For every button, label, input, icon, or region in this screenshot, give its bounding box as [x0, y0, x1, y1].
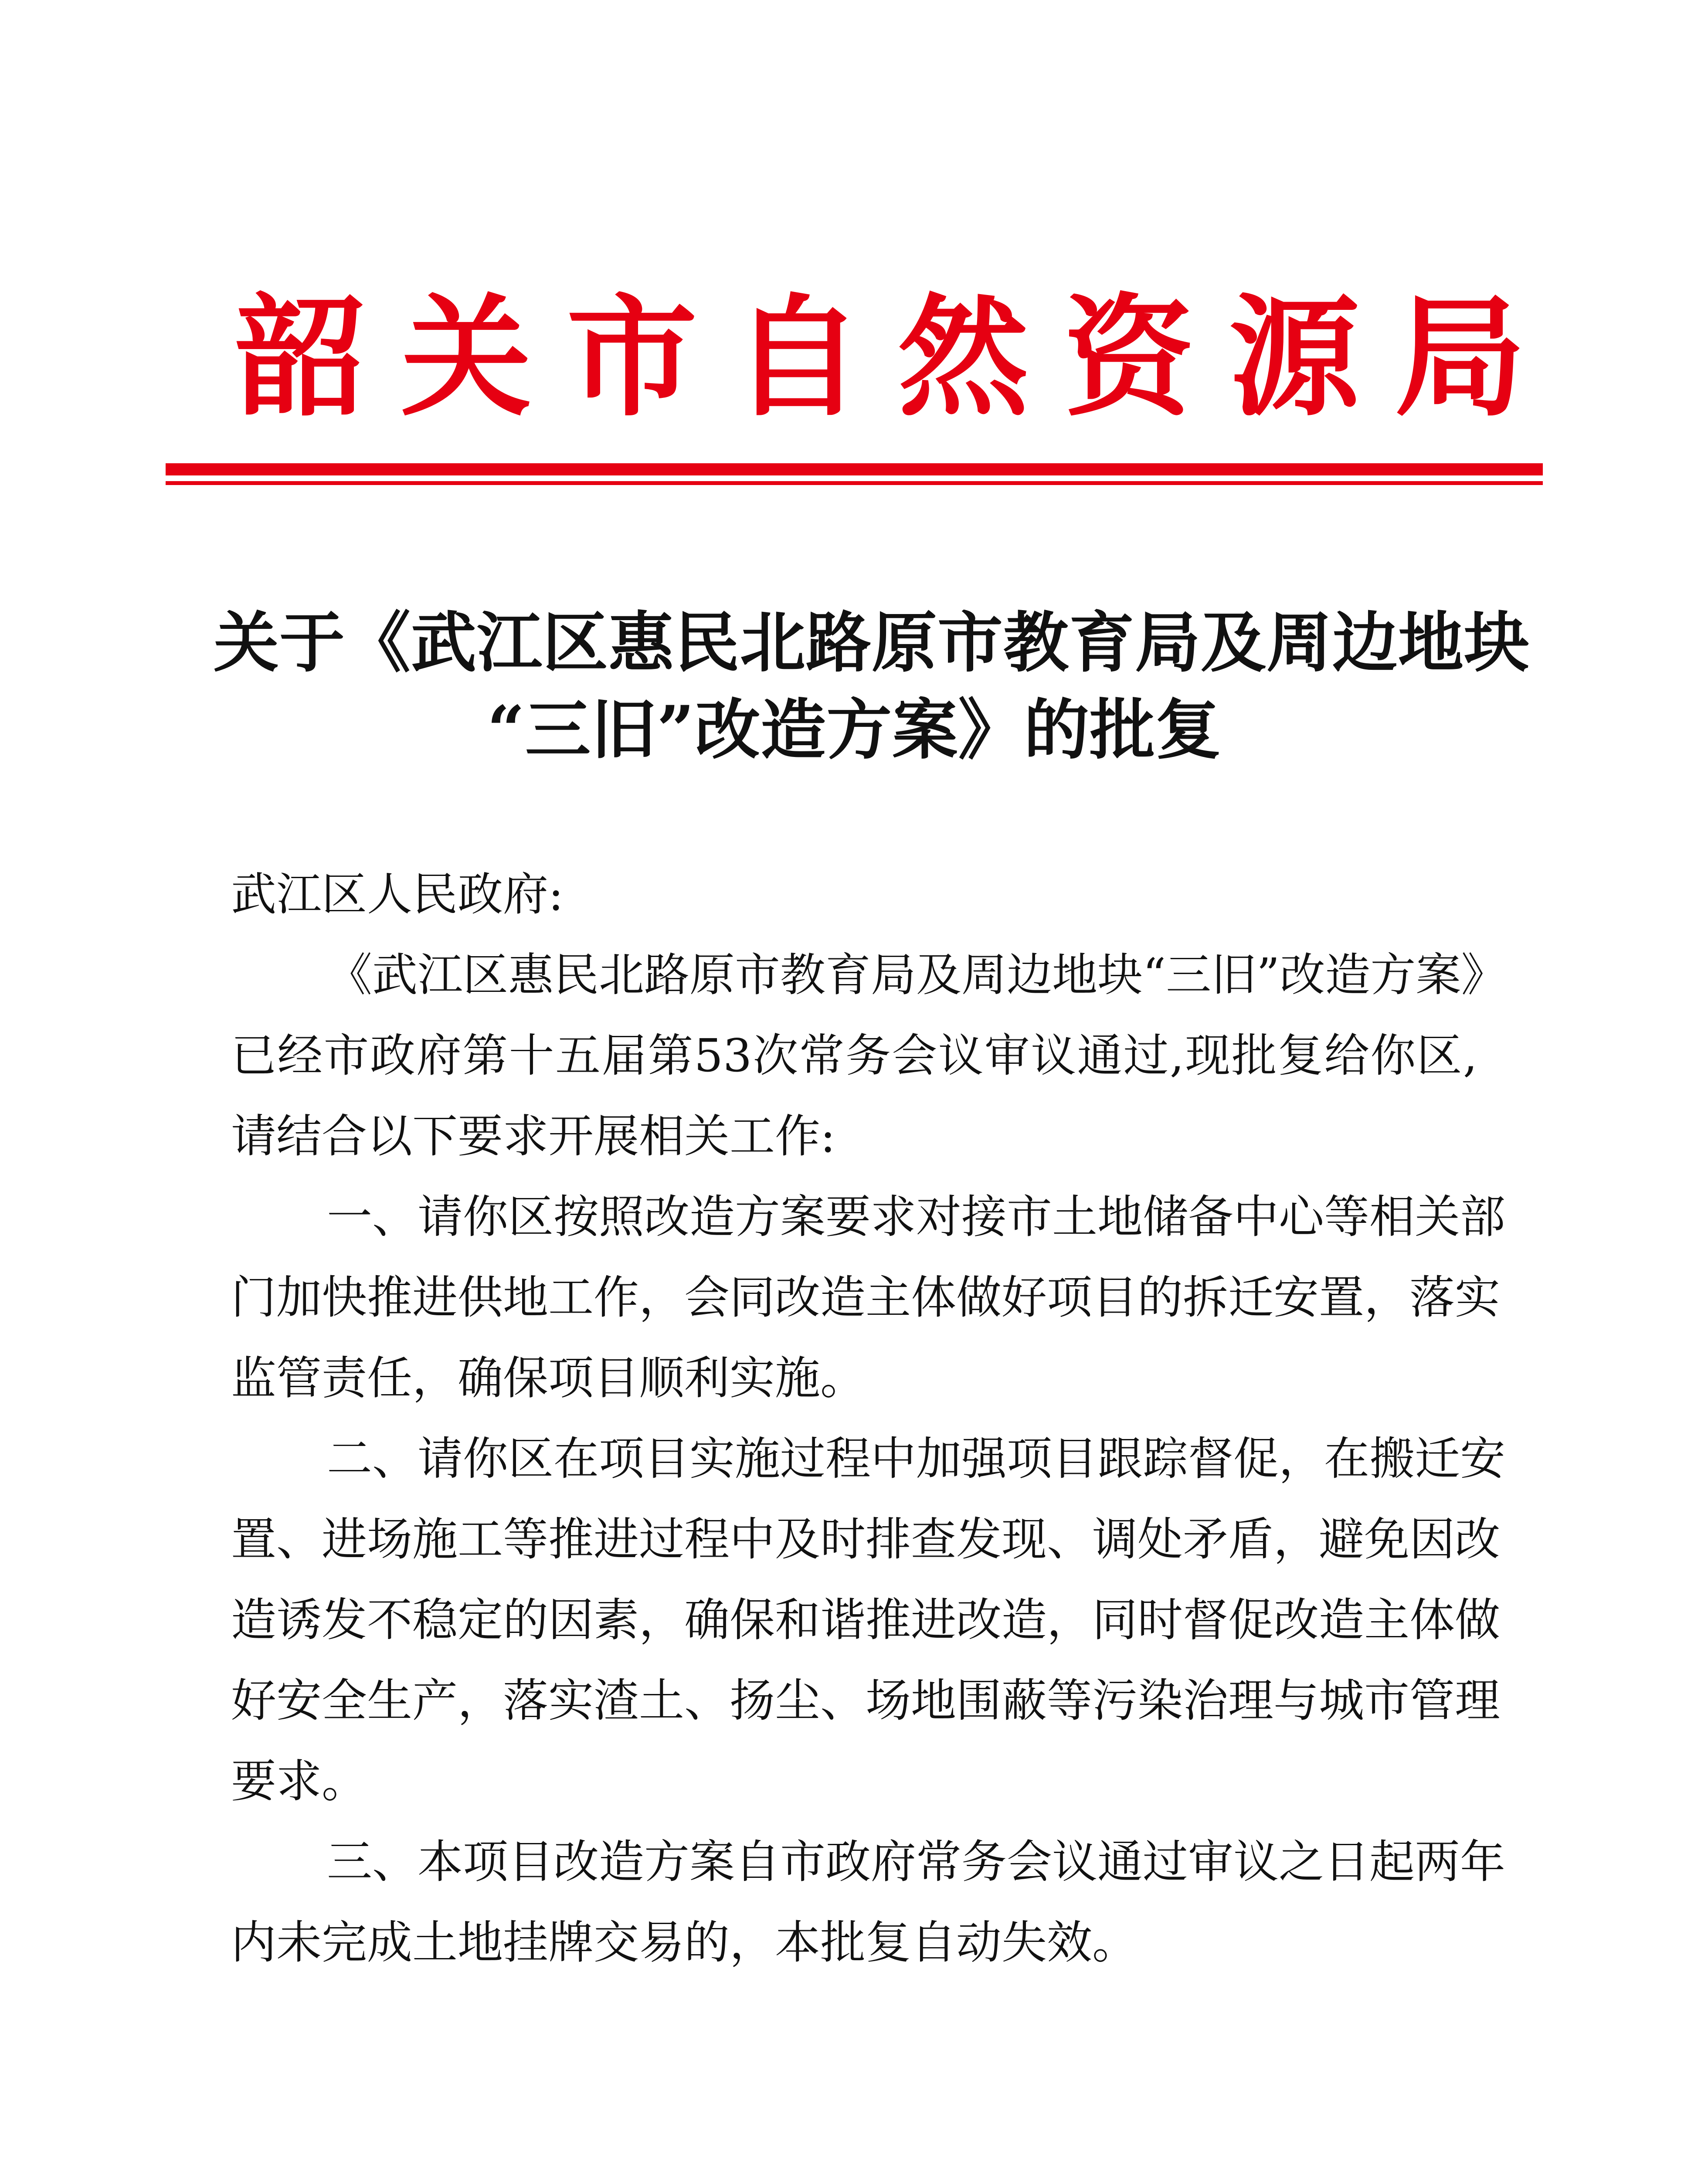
paragraph-1-line: 请结合以下要求开展相关工作:: [231, 1110, 836, 1163]
paragraph-2-line: 一、请你区按照改造方案要求对接市土地储备中心等相关部: [327, 1190, 1506, 1243]
letterhead-char: 自: [732, 280, 863, 434]
paragraph-3-line: 好安全生产，落实渣土、扬尘、场地围蔽等污染治理与城市管理: [231, 1674, 1501, 1727]
document-title-line-2: “三旧”改造方案》的批复: [487, 692, 1222, 768]
letterhead-char: 韶: [235, 280, 366, 434]
letterhead-char: 然: [898, 280, 1029, 434]
paragraph-1-line: 《武江区惠民北路原市教育局及周边地块“三旧”改造方案》: [327, 948, 1507, 1001]
letterhead-char: 源: [1229, 280, 1360, 434]
paragraph-4-line: 内未完成土地挂牌交易的，本批复自动失效。: [231, 1916, 1138, 1969]
paragraph-3-line: 二、请你区在项目实施过程中加强项目跟踪督促，在搬迁安: [327, 1432, 1506, 1485]
document-title-line-1: 关于《武江区惠民北路原市教育局及周边地块: [214, 604, 1530, 681]
header-rule-thick: [166, 463, 1543, 475]
paragraph-2-line: 监管责任，确保项目顺利实施。: [231, 1351, 866, 1405]
paragraph-3-line: 置、进场施工等推进过程中及时排查发现、调处矛盾，避免因改: [231, 1513, 1501, 1566]
addressee: 武江区人民政府:: [231, 868, 564, 921]
letterhead-char: 资: [1063, 280, 1194, 434]
paragraph-3-line: 要求。: [231, 1755, 367, 1808]
letterhead-char: 关: [401, 280, 532, 434]
paragraph-4-line: 三、本项目改造方案自市政府常务会议通过审议之日起两年: [327, 1835, 1506, 1888]
paragraph-2-line: 门加快推进供地工作，会同改造主体做好项目的拆迁安置，落实: [231, 1271, 1501, 1324]
letterhead-char: 市: [567, 280, 697, 434]
header-rule-thin: [166, 481, 1543, 485]
paragraph-1-line: 已经市政府第十五届第53次常务会议审议通过,现批复给你区,: [231, 1029, 1477, 1082]
paragraph-3-line: 造诱发不稳定的因素，确保和谐推进改造，同时督促改造主体做: [231, 1593, 1501, 1646]
letterhead-agency-name: [235, 279, 1525, 436]
letterhead-char: 局: [1395, 280, 1525, 434]
